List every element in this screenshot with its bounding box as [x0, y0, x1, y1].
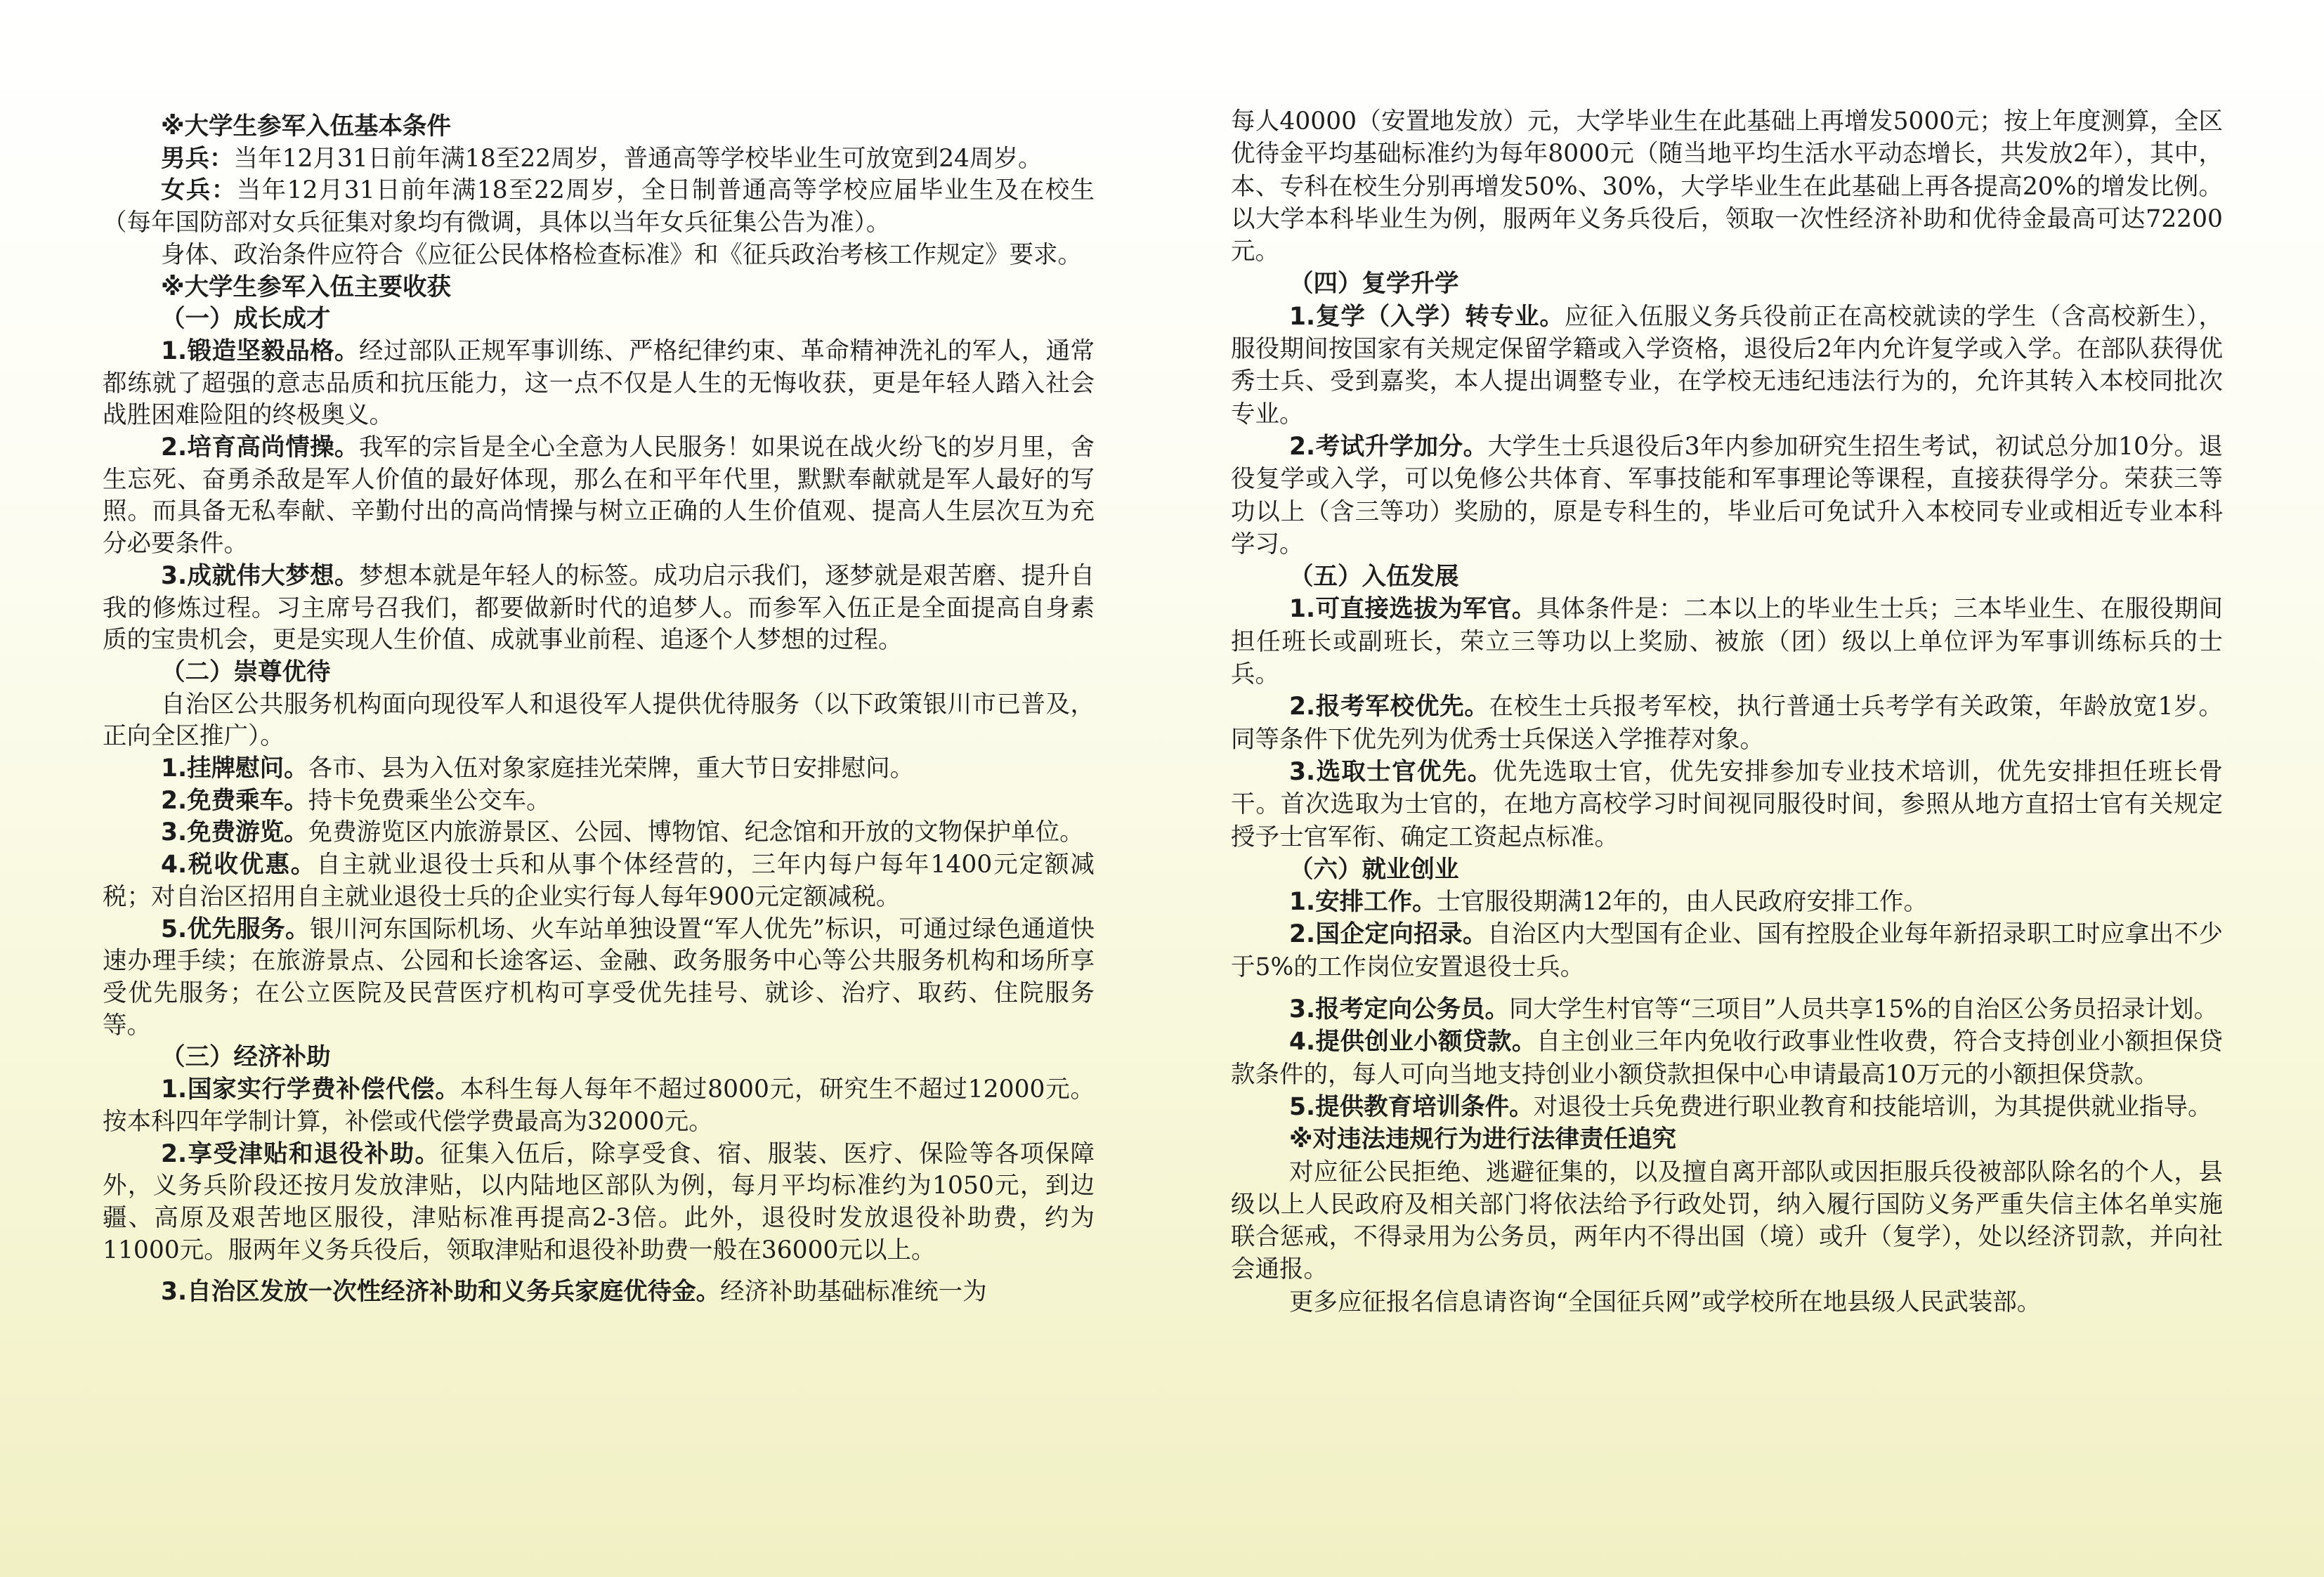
item-text: 应征入伍服义务兵役前正在高校就读的学生（含高校新生），服役期间按国家有关规定保留学籍或入学资格，退役后2年内允许复学或入学。在部队获得优秀士兵、受到嘉奖，本人提出调整专业，在学校无违纪违法行为的，允许其转入本校同批次专业。	[1231, 302, 2223, 428]
heading-legal-liability: ※对违法违规行为进行法律责任追究	[1289, 1125, 1677, 1154]
section-preferential: （二）崇尊优待	[161, 657, 331, 686]
item-text: 自主创业三年内免收行政事业性收费，符合支持创业小额担保贷款条件的，每人可向当地支持创业小额贷款担保中心申请最高10万元的小额担保贷款。	[1231, 1028, 2223, 1089]
item-lead: 5.优先服务。	[161, 915, 310, 943]
item-lead: 1.锻造坚毅品格。	[161, 336, 359, 365]
section-employment: （六）就业创业	[1289, 855, 1459, 884]
item-exam-bonus	[1231, 431, 2223, 561]
item-text: 士官服役期满12年的，由人民政府安排工作。	[1436, 888, 1928, 917]
item-lead: 2.考试升学加分。	[1289, 432, 1488, 461]
item-tax	[103, 849, 1095, 913]
item-lead: 2.报考军校优先。	[1289, 693, 1489, 721]
item-text: 对退役士兵免费进行职业教育和技能培训，为其提供就业指导。	[1533, 1092, 2212, 1121]
item-priority-service	[103, 914, 1095, 1042]
item-lead: 4.税收优惠。	[161, 851, 317, 879]
item-character	[103, 336, 1095, 432]
left-column	[103, 111, 1095, 1309]
male-label: 男兵：	[161, 144, 234, 173]
item-nco	[1231, 756, 2223, 853]
legal-text: 对应征公民拒绝、逃避征集的，以及擅自离开部队或因拒服兵役被部队除名的个人，县级以上人民政府及相关部门将依法给予行政处罚，纳入履行国防义务严重失信主体名单实施联合惩戒，不得录用为公务员，两年内不得出国（境）或升（复学），处以经济罚款，并向社会通报。	[1231, 1158, 2223, 1284]
item-text: 梦想本就是年轻人的标签。成功启示我们，逐梦就是艰苦磨、提升自我的修炼过程。习主席号召我们，都要做新时代的追梦人。而参军入伍正是全面提高自身素质的宝贵机会，更是实现人生价值、成就事业前程、追逐个人梦想的过程。	[103, 561, 1095, 655]
item-startup-loan	[1231, 1026, 2223, 1091]
item-lead: 2.国企定向招录。	[1289, 920, 1487, 949]
preferential-intro: 自治区公共服务机构面向现役军人和退役军人提供优待服务（以下政策银川市已普及，正向全区推广）。	[103, 690, 1095, 751]
item-lead: 4.提供创业小额贷款。	[1289, 1028, 1536, 1056]
item-text: 经过部队正规军事训练、严格纪律约束、革命精神洗礼的军人，通常都练就了超强的意志品质和抗压能力，这一点不仅是人生的无悔收获，更是年轻人踏入社会战胜困难险阻的终极奥义。	[103, 336, 1095, 430]
item-text: 优先选取士官，优先安排参加专业技术培训，优先安排担任班长骨干。首次选取为士官的，在地方高校学习时间视同服役时间，参照从地方直招士官有关规定授予士官军衔、确定工资起点标准。	[1231, 757, 2223, 851]
item-text: 经济补助基础标准统一为	[720, 1278, 987, 1307]
item-training	[1231, 1091, 2223, 1123]
female-text: 当年12月31日前年满18至22周岁，全日制普通高等学校应届毕业生及在校生（每年国防部对女兵征集对象均有微调，具体以当年女兵征集公告为准）。	[103, 176, 1095, 237]
item-text: 在校生士兵报考军校，执行普通士兵考学有关政策，年龄放宽1岁。同等条件下优先列为优秀士兵保送入学推荐对象。	[1231, 693, 2223, 754]
female-label: 女兵：	[161, 176, 237, 205]
right-column	[1231, 105, 2223, 1318]
item-text: 持卡免费乘坐公交车。	[308, 786, 551, 815]
item-text: 免费游览区内旅游景区、公园、博物馆、纪念馆和开放的文物保护单位。	[308, 818, 1084, 847]
item-officer	[1231, 593, 2223, 691]
male-conditions	[103, 143, 1095, 176]
item-plaque	[103, 753, 1095, 785]
more-info: 更多应征报名信息请咨询“全国征兵网”或学校所在地县级人民武装部。	[1289, 1288, 2042, 1316]
item-text: 银川河东国际机场、火车站单独设置“军人优先”标识，可通过绿色通道快速办理手续；在旅游景点、公园和长途客运、金融、政务服务中心等公共服务机构和场所享受优先服务；在公立医院及民营医疗机构可享受优先挂号、就诊、治疗、取药、住院服务等。	[103, 915, 1095, 1040]
item-resume-study	[1231, 301, 2223, 431]
heading-basic-conditions: ※大学生参军入伍基本条件	[161, 112, 452, 140]
section-development: （五）入伍发展	[1289, 563, 1459, 591]
item-civil-servant	[1231, 993, 2223, 1026]
item-lump-sum	[103, 1276, 1095, 1309]
item-free-tour	[103, 817, 1095, 849]
item-tuition	[103, 1074, 1095, 1138]
item-text: 我军的宗旨是全心全意为人民服务！如果说在战火纷飞的岁月里，舍生忘死、奋勇杀敌是军人价值的最好体现，那么在和平年代里，默默奉献就是军人最好的写照。而具备无私奉献、辛勤付出的高尚情操与树立正确的人生价值观、提高人生层次互为充分必要条件。	[103, 433, 1095, 558]
item-soe-recruit	[1231, 918, 2223, 983]
item-sentiment	[103, 432, 1095, 561]
item-text: 本科生每人每年不超过8000元，研究生不超过12000元。按本科四年学制计算，补偿或代偿学费最高为32000元。	[103, 1075, 1095, 1136]
item-lead: 2.享受津贴和退役补助。	[161, 1139, 440, 1168]
heading-main-gains: ※大学生参军入伍主要收获	[161, 273, 452, 301]
item-lead: 2.免费乘车。	[161, 786, 308, 815]
item-text: 具体条件是：二本以上的毕业生士兵；三本毕业生、在服役期间担任班长或副班长，荣立三等功以上奖励、被旅（团）级以上单位评为军事训练标兵的士兵。	[1231, 595, 2223, 689]
section-growth: （一）成长成才	[161, 305, 331, 334]
item-lead: 2.培育高尚情操。	[161, 433, 359, 462]
item-lead: 5.提供教育培训条件。	[1289, 1092, 1534, 1121]
item-text: 自主就业退役士兵和从事个体经营的，三年内每户每年1400元定额减税；对自治区招用自主就业退役士兵的企业实行每人每年900元定额减税。	[103, 851, 1095, 911]
item-free-ride	[103, 785, 1095, 818]
section-study: （四）复学升学	[1289, 270, 1459, 299]
male-text: 当年12月31日前年满18至22周岁，普通高等学校毕业生可放宽到24周岁。	[233, 144, 1043, 173]
item-dream	[103, 561, 1095, 657]
item-lead: 1.安排工作。	[1289, 888, 1437, 917]
item-text: 同大学生村官等“三项目”人员共享15%的自治区公务员招录计划。	[1509, 995, 2219, 1024]
item-lead: 1.复学（入学）转专业。	[1289, 302, 1565, 331]
item-lead: 1.国家实行学费补偿代偿。	[161, 1075, 460, 1104]
lump-sum-continued: 每人40000（安置地发放）元，大学毕业生在此基础上再增发5000元；按上年度测算，全区优待金平均基础标准约为每年8000元（随当地平均生活水平动态增长，共发放2年），其中，本、专科在校生分别再增发50%、30%，大学毕业生在此基础上再各提高20%的增发比例。以大学本科毕业生为例，服两年义务兵役后，领取一次性经济补助和优待金最高可达72200元。	[1231, 107, 2223, 266]
item-lead: 3.自治区发放一次性经济补助和义务兵家庭优待金。	[161, 1278, 721, 1307]
body-political-requirements: 身体、政治条件应符合《应征公民体格检查标准》和《征兵政治考核工作规定》要求。	[161, 240, 1082, 269]
item-text: 各市、县为入伍对象家庭挂光荣牌，重大节日安排慰问。	[308, 754, 915, 783]
item-lead: 3.免费游览。	[161, 818, 308, 847]
item-text: 征集入伍后，除享受食、宿、服装、医疗、保险等各项保障外，义务兵阶段还按月发放津贴，以内陆地区部队为例，每月平均标准约为1050元，到边疆、高原及艰苦地区服役，津贴标准再提高2-3倍。此外，退役时发放退役补助费，约为11000元。服两年义务兵役后，领取津贴和退役补助费一般在36000元以上。	[103, 1139, 1095, 1264]
item-lead: 3.报考定向公务员。	[1289, 995, 1510, 1024]
item-text: 大学生士兵退役后3年内参加研究生招生考试，初试总分加10分。退役复学或入学，可以免修公共体育、军事技能和军事理论等课程，直接获得学分。荣获三等功以上（含三等功）奖励的，原是专科生的，毕业后可免试升入本校同专业或相近专业本科学习。	[1231, 432, 2223, 558]
item-lead: 1.可直接选拔为军官。	[1289, 595, 1536, 624]
section-economic: （三）经济补助	[161, 1043, 331, 1072]
female-conditions	[103, 175, 1095, 239]
item-job-arrangement	[1231, 886, 2223, 918]
item-military-school	[1231, 691, 2223, 756]
item-allowance	[103, 1139, 1095, 1267]
item-lead: 3.选取士官优先。	[1289, 757, 1493, 786]
item-lead: 1.挂牌慰问。	[161, 754, 308, 783]
item-text: 自治区内大型国有企业、国有控股企业每年新招录职工时应拿出不少于5%的工作岗位安置退役士兵。	[1231, 920, 2223, 981]
item-lead: 3.成就伟大梦想。	[161, 561, 359, 590]
